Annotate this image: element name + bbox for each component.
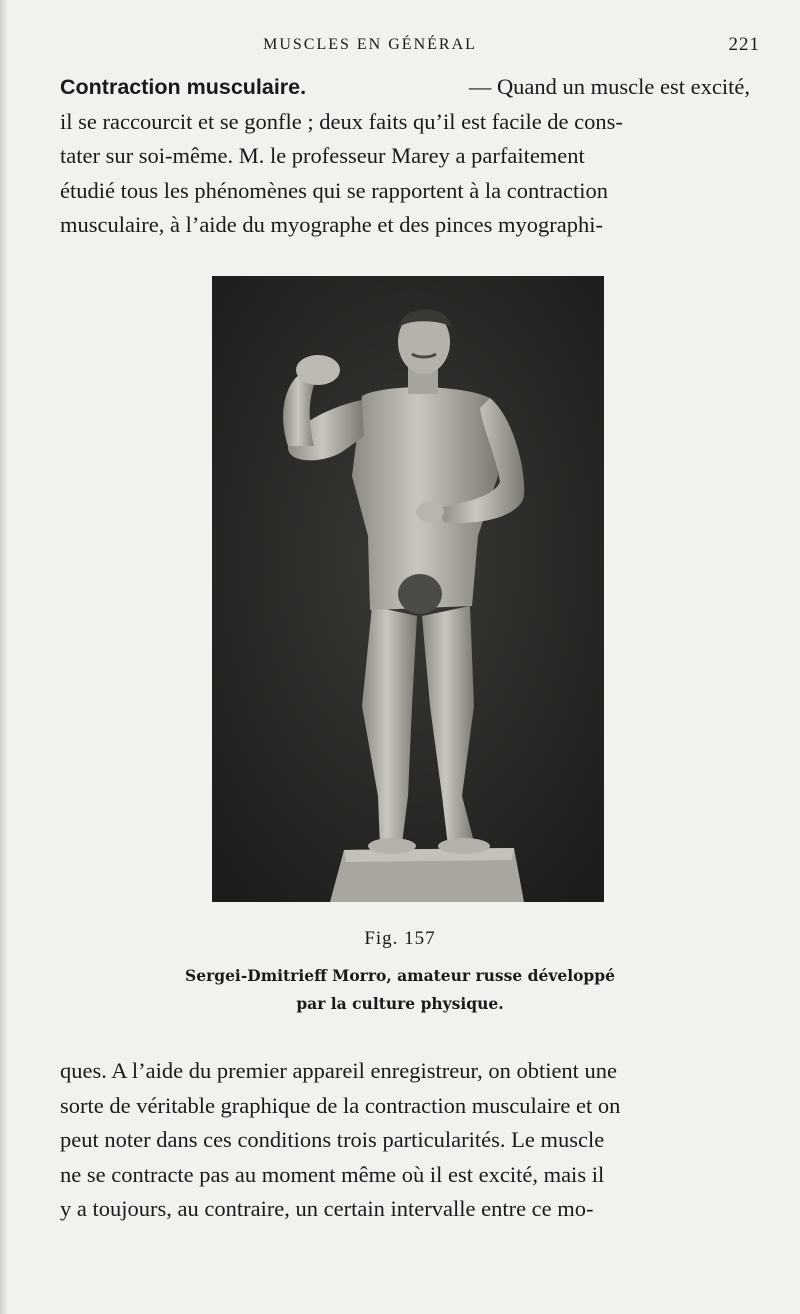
text-line-content: ques. A l’aide du premier appareil enregistreur, on obtient une (60, 1058, 618, 1083)
paragraph-contraction (60, 70, 750, 243)
figure-caption-line: par la culture physique. (296, 994, 504, 1013)
text-line (60, 208, 750, 243)
text-line (60, 105, 750, 140)
running-header (60, 34, 760, 58)
statue-photo (212, 276, 604, 902)
section-heading: Contraction musculaire. (60, 75, 307, 99)
figure-photograph (212, 276, 604, 902)
paragraph-continuation (60, 1054, 750, 1227)
text-line-content: ne se contracte pas au moment même où il est excité, mais il (60, 1161, 605, 1187)
text-line (60, 1123, 750, 1158)
text-line-content: il se raccourcit et se gonfle ; deux faits qu’il est facile de cons- (60, 108, 623, 134)
text-line-content: y a toujours, au contraire, un certain intervalle entre ce mo- (60, 1196, 594, 1221)
text-line-content: musculaire, à l’aide du myographe et des pinces myographi- (60, 212, 603, 237)
text-line (60, 139, 750, 174)
text-line-content: sorte de véritable graphique de la contraction musculaire et on (60, 1092, 621, 1118)
text-line (60, 174, 750, 209)
figure-number: Fig. 157 (364, 928, 436, 949)
text-line (60, 1089, 750, 1124)
page-gutter-shadow (0, 0, 8, 1314)
page-number: 221 (728, 34, 760, 55)
figure-caption-line: Sergei-Dmitrieff Morro, amateur russe développé (185, 966, 615, 985)
text-line (60, 1158, 750, 1193)
text-line-content: tater sur soi-même. M. le professeur Marey a parfaitement (60, 143, 585, 168)
text-line (60, 1192, 750, 1227)
text-line-content: étudié tous les phénomènes qui se rapportent à la contraction (60, 177, 608, 203)
text-line-content: — Quand un muscle est excité, (468, 74, 750, 99)
text-line (60, 1054, 750, 1089)
running-title: MUSCLES EN GÉNÉRAL (263, 36, 477, 53)
text-line (60, 70, 750, 105)
text-line-content: peut noter dans ces conditions trois particularités. Le muscle (60, 1127, 605, 1152)
